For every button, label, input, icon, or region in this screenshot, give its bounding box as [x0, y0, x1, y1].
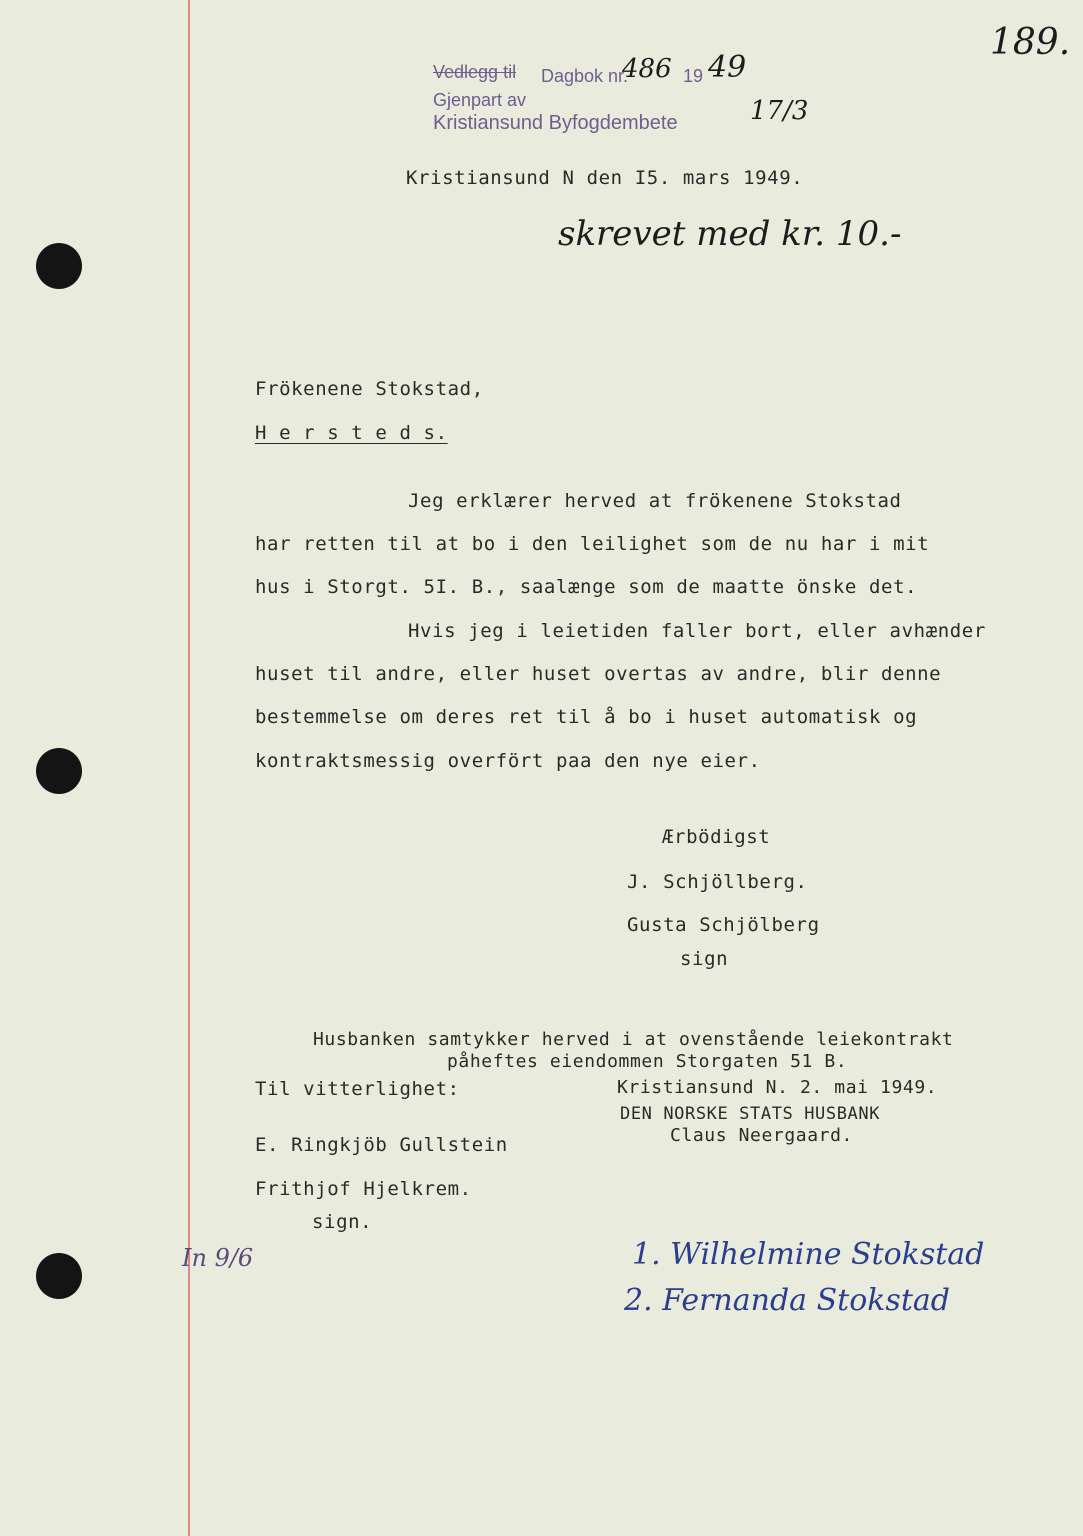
body-line: kontraktsmessig overfört paa den nye eier.: [255, 750, 761, 772]
husbank-line1: Husbanken samtykker herved i at ovenstående leiekontrakt: [313, 1029, 954, 1050]
body-line: huset til andre, eller huset overtas av andre, blir denne: [255, 663, 942, 685]
stamp-year-suffix: 49: [708, 50, 747, 85]
fee-note: skrevet med kr. 10.-: [558, 214, 902, 254]
recipient-line1: Frökenene Stokstad,: [255, 378, 484, 400]
handwritten-signature: 1. Wilhelmine Stokstad: [632, 1237, 985, 1272]
witness-name1: E. Ringkjöb Gullstein: [255, 1134, 508, 1156]
punch-hole: [36, 748, 82, 794]
husbank-place-date: Kristiansund N. 2. mai 1949.: [617, 1077, 938, 1098]
recipient-line2: H e r s t e d s.: [255, 422, 448, 444]
husbank-bank-name: DEN NORSKE STATS HUSBANK: [620, 1104, 881, 1124]
margin-line: [188, 0, 190, 1536]
witness-name2: Frithjof Hjelkrem.: [255, 1178, 472, 1200]
body-line: hus i Storgt. 5I. B., saalænge som de maatte önske det.: [255, 576, 918, 598]
stamp-year-prefix: 19: [683, 66, 704, 86]
stamp-vedlegg: Vedlegg til: [433, 62, 517, 82]
footer-stamp: In 9/6: [182, 1244, 254, 1272]
body-line: har retten til at bo i den leilighet som de nu har i mit: [255, 533, 930, 555]
witness-label: Til vitterlighet:: [255, 1078, 460, 1100]
body-line: Hvis jeg i leietiden faller bort, eller avhænder: [408, 620, 986, 642]
witness-sign: sign.: [312, 1211, 373, 1233]
closing-signer2: Gusta Schjölberg: [627, 914, 820, 936]
stamp-dagbok-label: Dagbok nr.: [541, 66, 629, 86]
body-line: bestemmelse om deres ret til å bo i huset automatisk og: [255, 706, 918, 728]
punch-hole: [36, 1253, 82, 1299]
place-date: Kristiansund N den I5. mars 1949.: [406, 167, 804, 189]
closing-greeting: Ærbödigst: [662, 826, 771, 848]
handwritten-signature: 2. Fernanda Stokstad: [624, 1283, 950, 1318]
closing-signer1: J. Schjöllberg.: [627, 871, 808, 893]
punch-hole: [36, 243, 82, 289]
body-line: Jeg erklærer herved at frökenene Stokstad: [408, 490, 902, 512]
husbank-line2: påheftes eiendommen Storgaten 51 B.: [447, 1051, 848, 1072]
husbank-signer: Claus Neergaard.: [670, 1125, 853, 1146]
closing-sign: sign: [680, 948, 729, 970]
dagbok-number: 486: [622, 54, 672, 84]
stamp-date-note: 17/3: [750, 96, 809, 126]
stamp-gjenpart: Gjenpart av: [433, 90, 527, 110]
stamp-office: Kristiansund Byfogdembete: [433, 112, 678, 134]
page-number: 189.: [990, 22, 1071, 63]
